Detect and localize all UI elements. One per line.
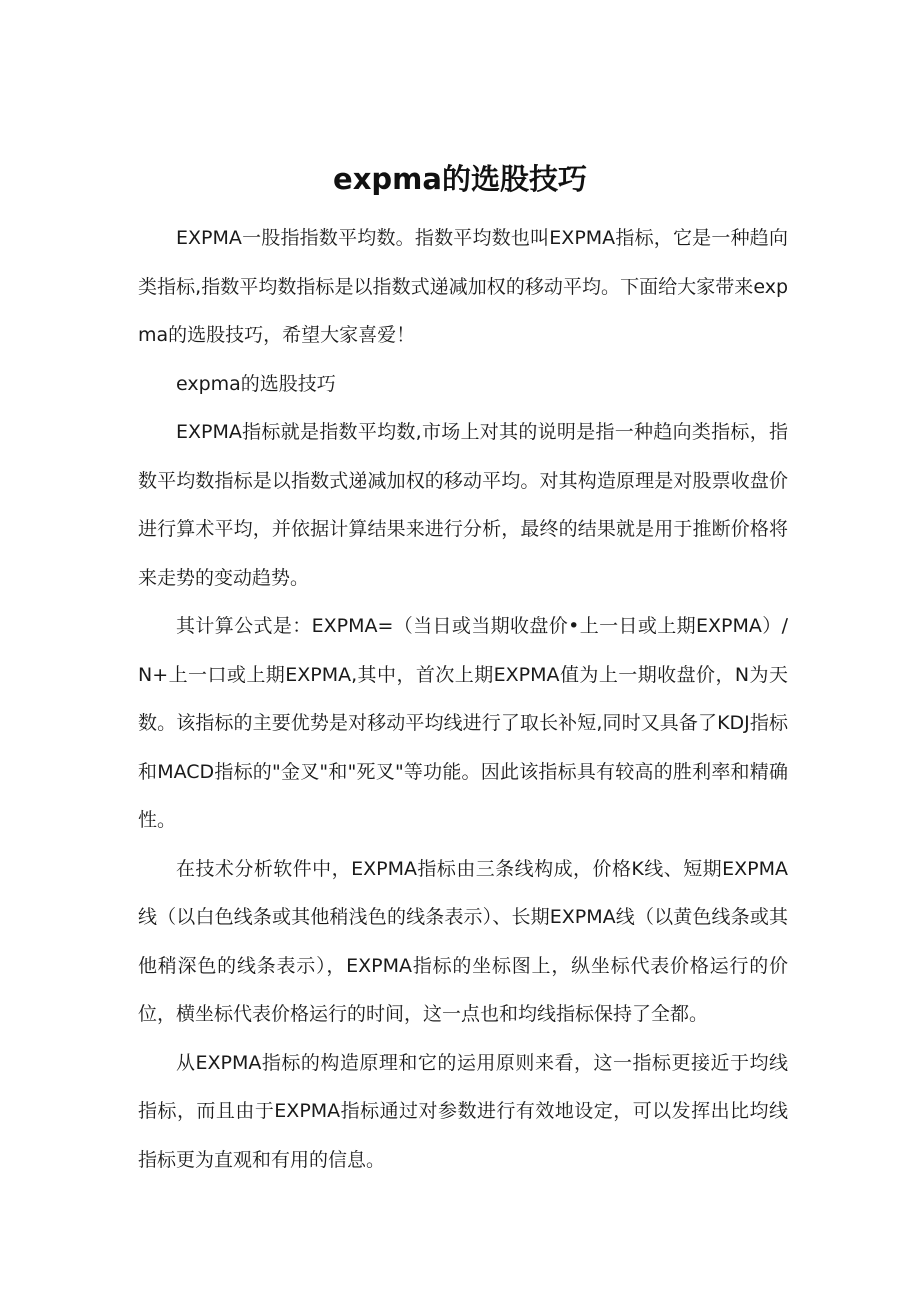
document-body bbox=[138, 214, 788, 1184]
paragraph-lines: 在技术分析软件中，EXPMA指标由三条线构成，价格K线、短期EXPMA线（以白色线条或其他稍浅色的线条表示）、长期EXPMA线（以黄色线条或其他稍深色的线条表示），EXPMA指标的坐标图上，纵坐标代表价格运行的价位，横坐标代表价格运行的时间，这一点也和均线指标保持了全都。 bbox=[138, 857, 788, 1025]
paragraph-formula: 其计算公式是：EXPMA=（当日或当期收盘价•上一日或上期EXPMA）∕N+上一口或上期EXPMA,其中，首次上期EXPMA值为上一期收盘价，N为天数。该指标的主要优势是对移动平均线进行了取长补短,同时又具备了KDJ指标和MACD指标的"金叉"和"死叉"等功能。因此该指标具有较高的胜利率和精确性。 bbox=[138, 615, 788, 831]
document-title: expma的选股技巧 bbox=[333, 162, 587, 197]
section-heading: expma的选股技巧 bbox=[176, 372, 336, 395]
paragraph-definition: EXPMA指标就是指数平均数,市场上对其的说明是指一种趋向类指标，指数平均数指标是以指数式递减加权的移动平均。对其构造原理是对股票收盘价进行算术平均，并依据计算结果来进行分析，最终的结果就是用于推断价格将来走势的变动趋势。 bbox=[138, 421, 788, 589]
paragraph-conclusion: 从EXPMA指标的构造原理和它的运用原则来看，这一指标更接近于均线指标，而且由于EXPMA指标通过对参数进行有效地设定，可以发挥出比均线指标更为直观和有用的信息。 bbox=[138, 1051, 788, 1171]
paragraph-intro: EXPMA一股指指数平均数。指数平均数也叫EXPMA指标，它是一种趋向类指标,指数平均数指标是以指数式递减加权的移动平均。下面给大家带来expma的选股技巧，希望大家喜爱！ bbox=[138, 227, 788, 346]
